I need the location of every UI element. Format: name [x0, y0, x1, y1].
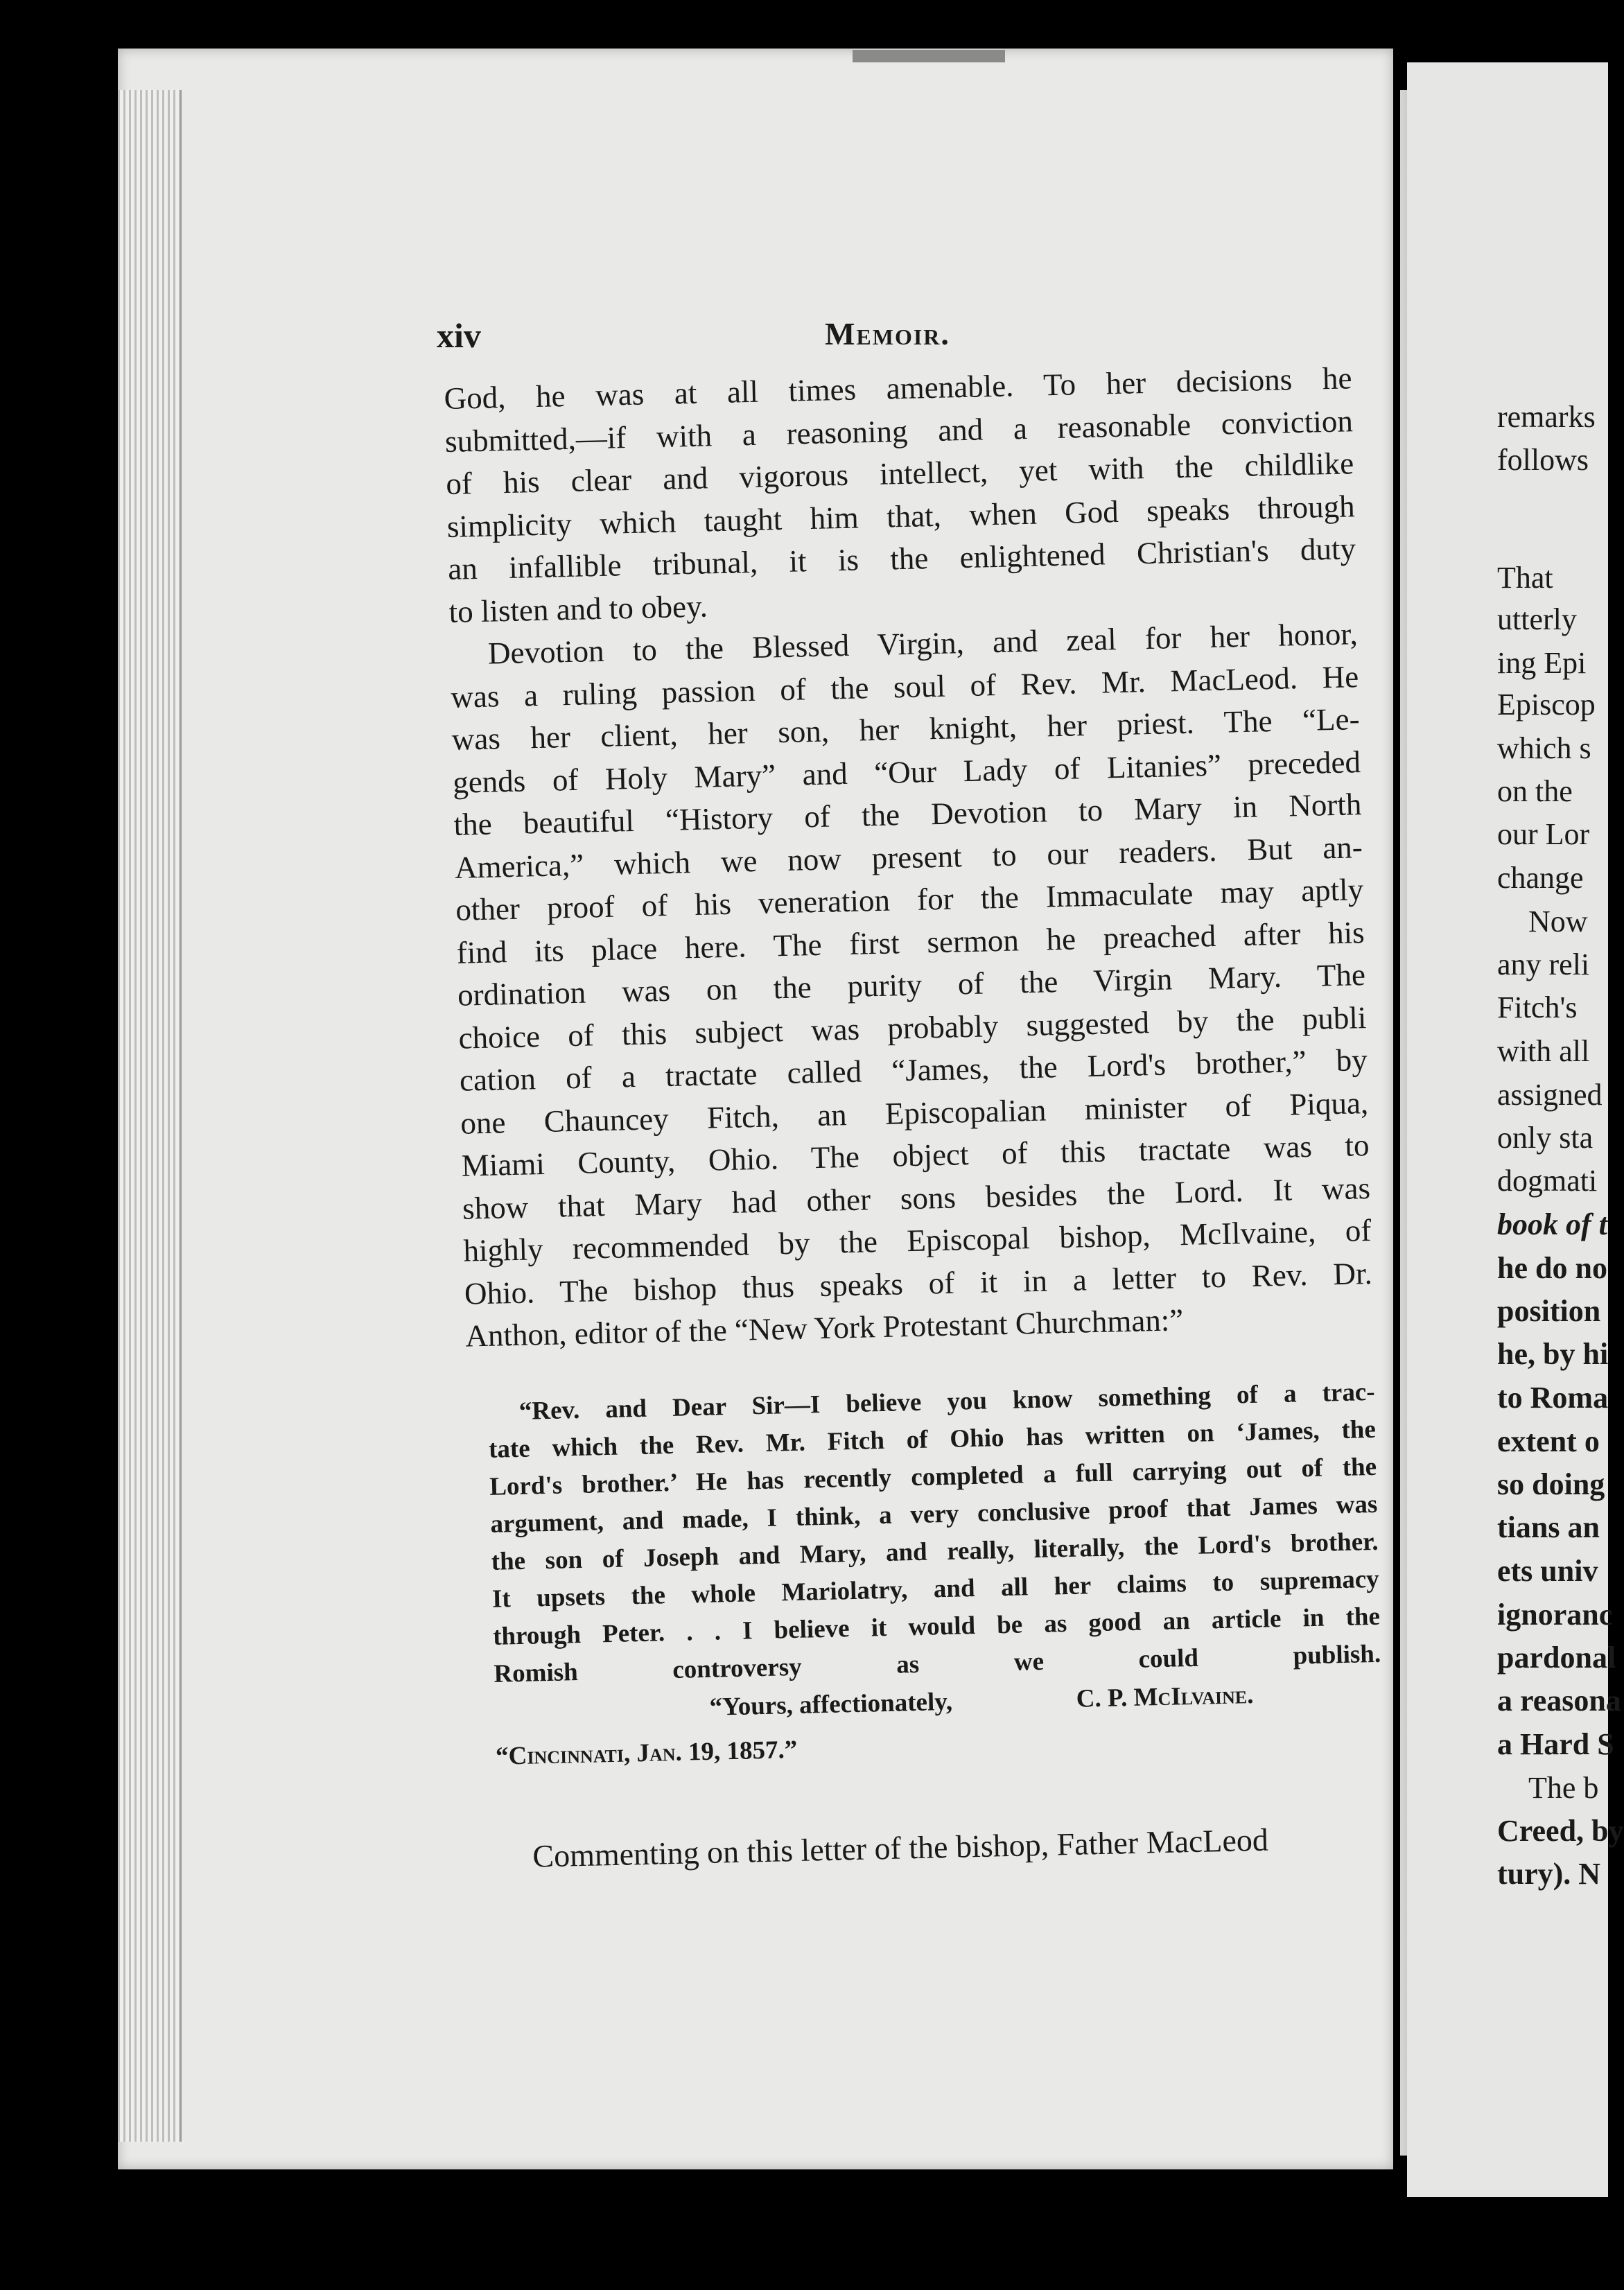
facing-line: he, by hi — [1497, 1337, 1609, 1371]
body-line: show that Mary had other sons besides the Lord. It was — [462, 1170, 1371, 1226]
body-line: highly recommended by the Episcopal bishop, McIlvaine, of — [463, 1212, 1372, 1268]
letter-quote — [466, 1373, 1383, 1776]
body-line: America,” which we now present to our readers. But an- — [454, 829, 1363, 885]
facing-line: extent o — [1497, 1424, 1600, 1458]
closing-line: Commenting on this letter of the bishop, Father MacLeod — [532, 1821, 1269, 1874]
facing-line: a reasona — [1497, 1684, 1621, 1718]
letter-closing: “Yours, affectionately, — [709, 1687, 953, 1722]
facing-line: on the — [1497, 774, 1573, 808]
facing-line: any reli — [1497, 947, 1590, 981]
body-line: to listen and to obey. — [448, 588, 708, 629]
facing-line: remarks — [1497, 400, 1596, 434]
body-line: submitted,—if with a reasoning and a reasonable conviction — [444, 403, 1354, 459]
body-line: of his clear and vigorous intellect, yet with the childlike — [445, 446, 1354, 501]
facing-line: book of t — [1497, 1207, 1607, 1241]
quote-line: through Peter. . . I believe it would be as good an article in the — [492, 1602, 1381, 1651]
facing-line: he do no — [1497, 1251, 1607, 1285]
facing-line: pardonal — [1497, 1641, 1616, 1675]
body-line: Anthon, editor of the “New York Protestant Churchman:” — [464, 1302, 1184, 1354]
facing-line: our Lor — [1497, 817, 1590, 851]
facing-line: position — [1497, 1294, 1601, 1328]
body-line: gends of Holy Mary” and “Our Lady of Litanies” preceded — [452, 744, 1361, 800]
facing-line: Now — [1528, 904, 1588, 938]
body-line: ordination was on the purity of the Virgin Mary. The — [457, 957, 1366, 1013]
letter-place-date: “Cincinnati, Jan. 19, 1857.” — [495, 1735, 798, 1771]
page-number: xiv — [437, 316, 481, 355]
facing-line: ignoranc — [1497, 1598, 1613, 1632]
page-edges — [118, 90, 182, 2142]
facing-line: ing Epi — [1497, 646, 1587, 680]
body-line: cation of a tractate called “James, the Lord's brother,” by — [459, 1042, 1368, 1098]
running-head: Memoir. — [825, 316, 950, 351]
quote-line: the son of Joseph and Mary, and really, literally, the Lord's brother. — [491, 1527, 1379, 1576]
quote-line: Romish controversy as we could publish. — [493, 1639, 1381, 1688]
body-line: God, he was at all times amenable. To her decisions he — [444, 360, 1352, 416]
body-line: was a ruling passion of the soul of Rev. Mr. MacLeod. He — [450, 658, 1359, 715]
top-clip — [853, 50, 1005, 62]
facing-line: tury). N — [1497, 1857, 1601, 1891]
facing-line: change — [1497, 861, 1584, 895]
facing-line: The b — [1528, 1771, 1599, 1805]
quote-line: argument, and made, I think, a very conclusive proof that James was — [490, 1489, 1378, 1539]
facing-line: to Roma — [1497, 1381, 1609, 1415]
body-line: other proof of his veneration for the Immaculate may aptly — [455, 872, 1364, 927]
facing-line: follows — [1497, 443, 1589, 477]
body-line: one Chauncey Fitch, an Episcopalian minister of Piqua, — [460, 1085, 1369, 1141]
facing-line: That — [1497, 561, 1553, 595]
facing-line: only sta — [1497, 1121, 1594, 1155]
quote-line: tate which the Rev. Mr. Fitch of Ohio has written on ‘James, the — [488, 1415, 1377, 1464]
quote-line: Lord's brother.’ He has recently completed a full carrying out of the — [489, 1452, 1377, 1501]
facing-line: Episcop — [1497, 688, 1596, 722]
body-line: was her client, her son, her knight, her priest. The “Le- — [451, 701, 1361, 757]
facing-line: which s — [1497, 731, 1591, 765]
page-header — [437, 315, 1352, 357]
body-line: an infallible tribunal, it is the enlightened Christian's duty — [447, 531, 1356, 586]
facing-page — [1407, 62, 1624, 2197]
body-text — [444, 357, 1386, 1879]
letter-signature: C. P. McIlvaine. — [1076, 1680, 1254, 1713]
facing-line: so doing — [1497, 1467, 1605, 1501]
body-line: choice of this subject was probably suggested by the publi — [458, 999, 1367, 1056]
body-line: simplicity which taught him that, when God speaks through — [446, 488, 1356, 544]
quote-line: It upsets the whole Mariolatry, and all her claims to supremacy — [491, 1564, 1380, 1614]
body-line: Miami County, Ohio. The object of this tractate was to — [461, 1127, 1370, 1183]
facing-line: Fitch's — [1497, 990, 1578, 1024]
body-line: Ohio. The bishop thus speaks of it in a letter to Rev. Dr. — [464, 1255, 1373, 1311]
facing-line: dogmati — [1497, 1164, 1598, 1198]
facing-line: tians an — [1497, 1510, 1600, 1544]
body-line: Devotion to the Blessed Virgin, and zeal for her honor, — [487, 616, 1359, 671]
facing-line: with all — [1497, 1034, 1590, 1068]
facing-line: Creed, by — [1497, 1814, 1624, 1848]
body-line: the beautiful “History of the Devotion to Mary in North — [453, 787, 1362, 842]
quote-line: “Rev. and Dear Sir—I believe you know something of a trac- — [518, 1377, 1376, 1426]
facing-line: assigned — [1497, 1078, 1603, 1112]
facing-line: ets univ — [1497, 1554, 1598, 1588]
facing-line: a Hard S — [1497, 1727, 1614, 1761]
body-line: find its place here. The first sermon he preached after his — [456, 914, 1365, 970]
facing-line: utterly — [1497, 602, 1577, 636]
